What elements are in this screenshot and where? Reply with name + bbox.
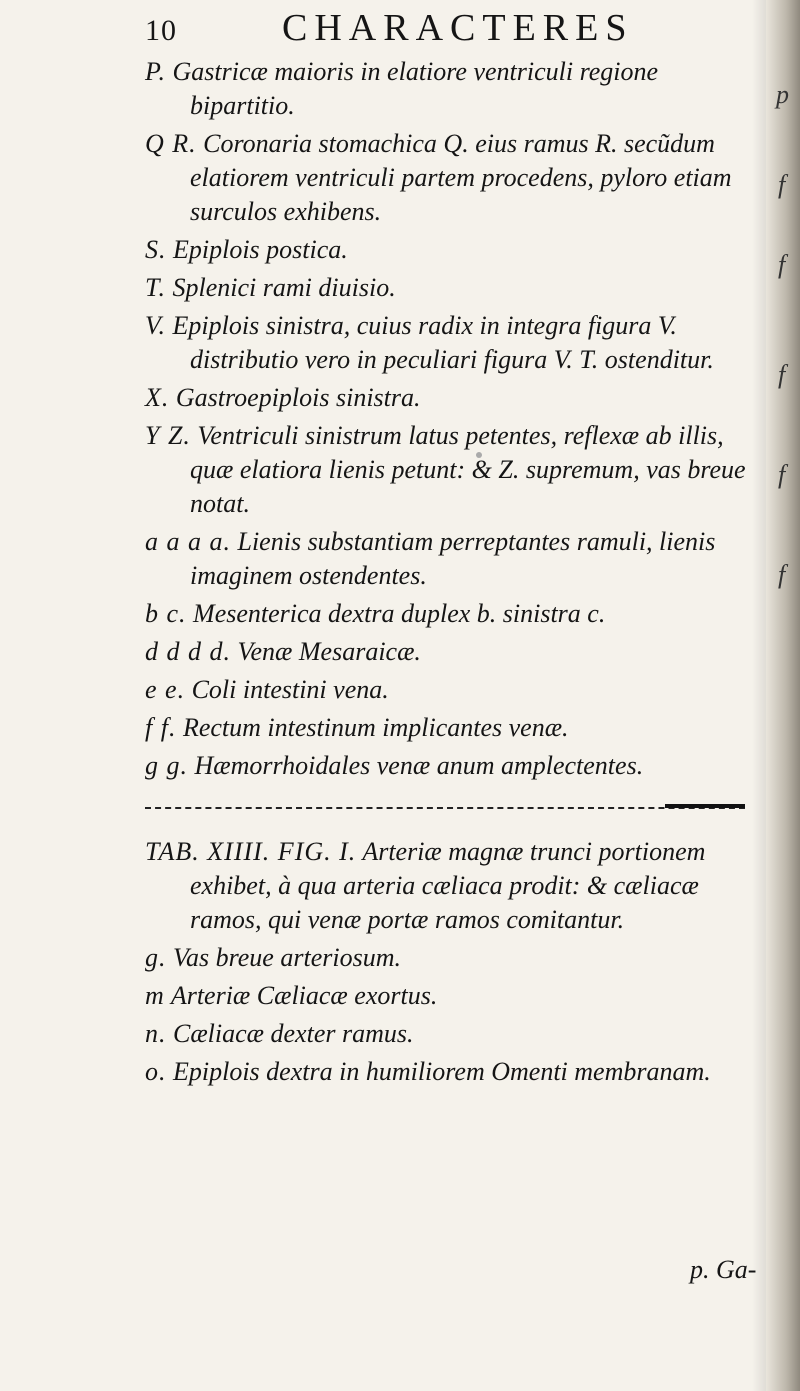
legend-tag: o. (145, 1057, 167, 1086)
legend-text: Ventriculi sinistrum latus petentes, reflexæ ab illis, quæ elatiora lienis petunt: & Z. supremum, vas breue notat. (190, 421, 746, 518)
legend-text: Epiplois postica. (173, 235, 348, 264)
legend-text: Cæliacæ dexter ramus. (173, 1019, 414, 1048)
legend-entry (145, 1055, 765, 1089)
legend-tag: d d d d. (145, 637, 231, 666)
margin-glyph: f (778, 250, 786, 279)
page-header (0, 6, 760, 56)
legend-entry (145, 55, 765, 123)
legend-entry (145, 525, 765, 593)
legend-tag: m (145, 981, 165, 1010)
legend-text: Epiplois dextra in humiliorem Omenti membranam. (173, 1057, 711, 1086)
running-head: CHARACTERES (282, 7, 634, 49)
legend-tag: g g. (145, 751, 188, 780)
legend-text: Coli intestini vena. (191, 675, 389, 704)
legend-entry (145, 941, 765, 975)
page-gutter (766, 0, 800, 1391)
legend-entry (145, 233, 765, 267)
legend-entry (145, 419, 765, 521)
legend-tag: e e. (145, 675, 186, 704)
legend-text: Arteriæ Cæliacæ exortus. (170, 981, 438, 1010)
page-number: 10 (145, 14, 177, 47)
legend-entry (145, 979, 765, 1013)
legend-entry (145, 1017, 765, 1051)
section-divider (145, 791, 765, 831)
legend-tag: g. (145, 943, 167, 972)
legend-entry (145, 309, 765, 377)
legend-text: Coronaria stomachica Q. eius ramus R. secũdum elatiorem ventriculi partem procedens, pyloro etiam surculos exhibens. (190, 129, 732, 226)
legend-entry (145, 381, 765, 415)
legend-entry (145, 749, 765, 783)
legend-text: Hæmorrhoidales venæ anum amplectentes. (194, 751, 644, 780)
legend-text: Gastroepiplois sinistra. (175, 383, 421, 412)
legend-text: Gastricæ maioris in elatiore ventriculi regione bipartitio. (172, 57, 659, 120)
legend-tag: Y Z. (145, 421, 191, 450)
legend-tag: V. (145, 311, 167, 340)
legend-text: Epiplois sinistra, cuius radix in integra figura V. distributio vero in peculiari figura V. T. ostenditur. (172, 311, 714, 374)
legend-tag: b c. (145, 599, 187, 628)
table-tag: TAB. XIIII. FIG. I. (145, 837, 357, 866)
legend-tag: Q R. (145, 129, 197, 158)
legend-text: Mesenterica dextra duplex b. sinistra c. (193, 599, 606, 628)
dashed-rule (145, 807, 745, 809)
margin-glyph: p (776, 80, 789, 109)
legend-text: Splenici rami diuisio. (172, 273, 396, 302)
margin-glyph: f (778, 560, 786, 589)
legend-tag: n. (145, 1019, 167, 1048)
legend-text: Venæ Mesaraicæ. (237, 637, 421, 666)
margin-glyph: f (778, 360, 786, 389)
legend-tag: T. (145, 273, 167, 302)
catchword: p. Ga- (690, 1255, 757, 1284)
legend-entry (145, 711, 765, 745)
legend-text: Vas breue arteriosum. (173, 943, 401, 972)
legend-tag: f f. (145, 713, 177, 742)
bold-rule (665, 804, 745, 808)
legend-entry (145, 597, 765, 631)
legend-tag: P. (145, 57, 167, 86)
legend-entry (145, 271, 765, 305)
page-body (145, 55, 765, 1093)
legend-text: Rectum intestinum implicantes venæ. (182, 713, 569, 742)
legend-tag: X. (145, 383, 170, 412)
legend-tag: S. (145, 235, 167, 264)
legend-entry (145, 635, 765, 669)
margin-glyph: f (778, 170, 786, 199)
table-heading-entry (145, 835, 765, 937)
legend-entry (145, 673, 765, 707)
legend-entry (145, 127, 765, 229)
margin-glyph: f (778, 460, 786, 489)
table-caption: Arteriæ magnæ trunci portionem exhibet, à qua arteria cæliaca prodit: & cæliacæ ramos, qui venæ portæ ramos comitantur. (190, 837, 706, 934)
legend-text: Lienis substantiam perreptantes ramuli, lienis imaginem ostendentes. (190, 527, 716, 590)
legend-tag: a a a a. (145, 527, 231, 556)
